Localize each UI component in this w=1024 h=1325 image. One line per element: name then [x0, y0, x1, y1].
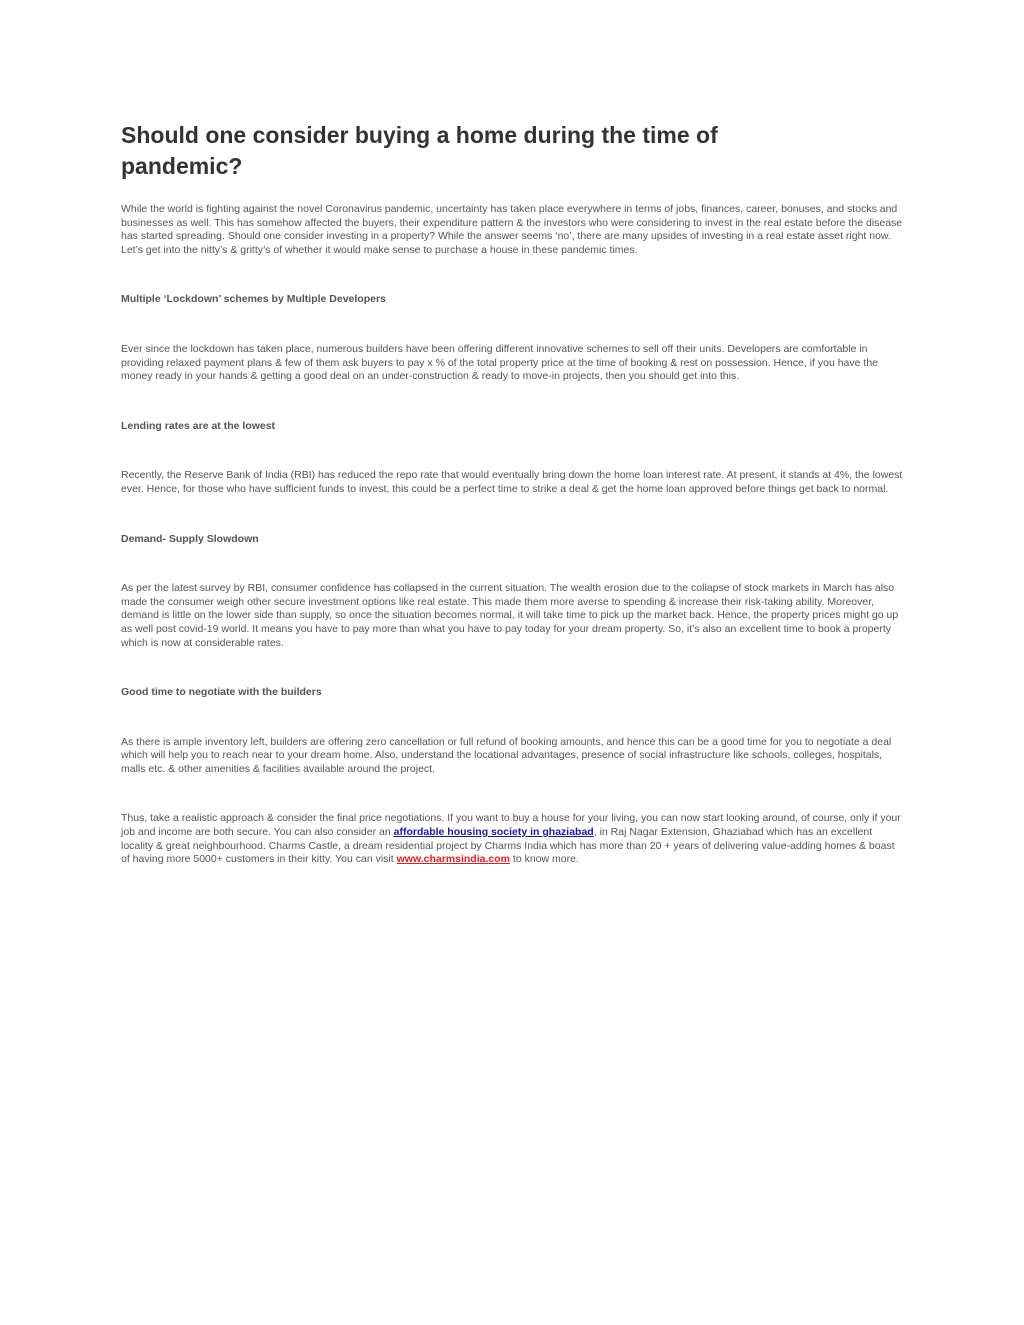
article	[121, 120, 905, 867]
intro-paragraph: While the world is fighting against the novel Coronavirus pandemic, uncertainty has taken place everywhere in terms of jobs, finances, career, bonuses, and stocks and businesses as well. This has somehow affected the buyers, their expenditure pattern & the investors who were considering to invest in the real estate before the disease has started spreading. Should one consider investing in a property? While the answer seems ‘no’, there are many upsides of investing in a real estate asset right now. Let’s get into the nitty’s & gritty’s of whether it would make sense to purchase a house in these pandemic times.	[121, 203, 903, 256]
section-heading-lending-rates: Lending rates are at the lowest	[121, 419, 276, 432]
conclusion-text-part1: Thus, take a realistic approach & consider the final price negotiations. If you want to buy a house for your living, you can now start looking around, of course, only if your job and income are both secure. You can also consider an	[121, 812, 901, 839]
conclusion-text-part2: , in Raj Nagar Extension, Ghaziabad which has an excellent locality & great neighbourhood. Charms Castle, a dream residential project by Charms India which has more than 20 + years of delivering value-adding homes & boast of having more 5000+ customers in their kitty. You can visit	[121, 826, 895, 866]
article-title: Should one consider buying a home during the time of pandemic?	[121, 122, 718, 179]
section-heading-demand-supply: Demand- Supply Slowdown	[121, 532, 259, 545]
section-body-negotiate: As there is ample inventory left, builders are offering zero cancellation or full refund of booking amounts, and hence this can be a good time for you to negotiate a deal which will help you to reach near to your dream home. Also, understand the locational advantages, presence of social infrastructure like schools, colleges, hospitals, malls etc. & other amenities & facilities available around the project.	[121, 735, 892, 775]
section-body-lockdown-schemes: Ever since the lockdown has taken place, numerous builders have been offering different innovative schemes to sell off their units. Developers are comfortable in providing relaxed payment plans & few of them ask buyers to pay x % of the total property price at the time of booking & rest on possession. Hence, if you have the money ready in your hands & getting a good deal on an under-construction & ready to move-in projects, then you should get into this.	[121, 342, 878, 383]
affordable-housing-link[interactable]: affordable housing society in ghaziabad	[393, 826, 594, 839]
charmsindia-website-link[interactable]: www.charmsindia.com	[396, 853, 510, 866]
conclusion-text-part3: to know more.	[509, 853, 579, 866]
section-body-demand-supply: As per the latest survey by RBI, consumer confidence has collapsed in the current situation. The wealth erosion due to the collapse of stock markets in March has also made the consumer weigh other secure investment options like real estate. This made them more averse to spending & increase their risk-taking ability. Moreover, demand is little on the lower side than supply, so once the situation becomes normal, it will take time to pick up the market back. Hence, the property prices might go up as well post covid-19 world. It means you have to pay more than what you have to pay today for your dream property. So, it’s also an excellent time to book a property which is now at considerable rates.	[121, 582, 899, 649]
section-body-lending-rates: Recently, the Reserve Bank of India (RBI) has reduced the repo rate that would eventually bring down the home loan interest rate. At present, it stands at 4%, the lowest ever. Hence, for those who have sufficient funds to invest, this could be a perfect time to strike a deal & get the home loan approved before things get back to normal.	[121, 469, 903, 495]
section-heading-lockdown-schemes: Multiple ‘Lockdown’ schemes by Multiple Developers	[121, 293, 386, 306]
section-heading-negotiate: Good time to negotiate with the builders	[121, 686, 322, 699]
conclusion-paragraph	[121, 812, 905, 866]
